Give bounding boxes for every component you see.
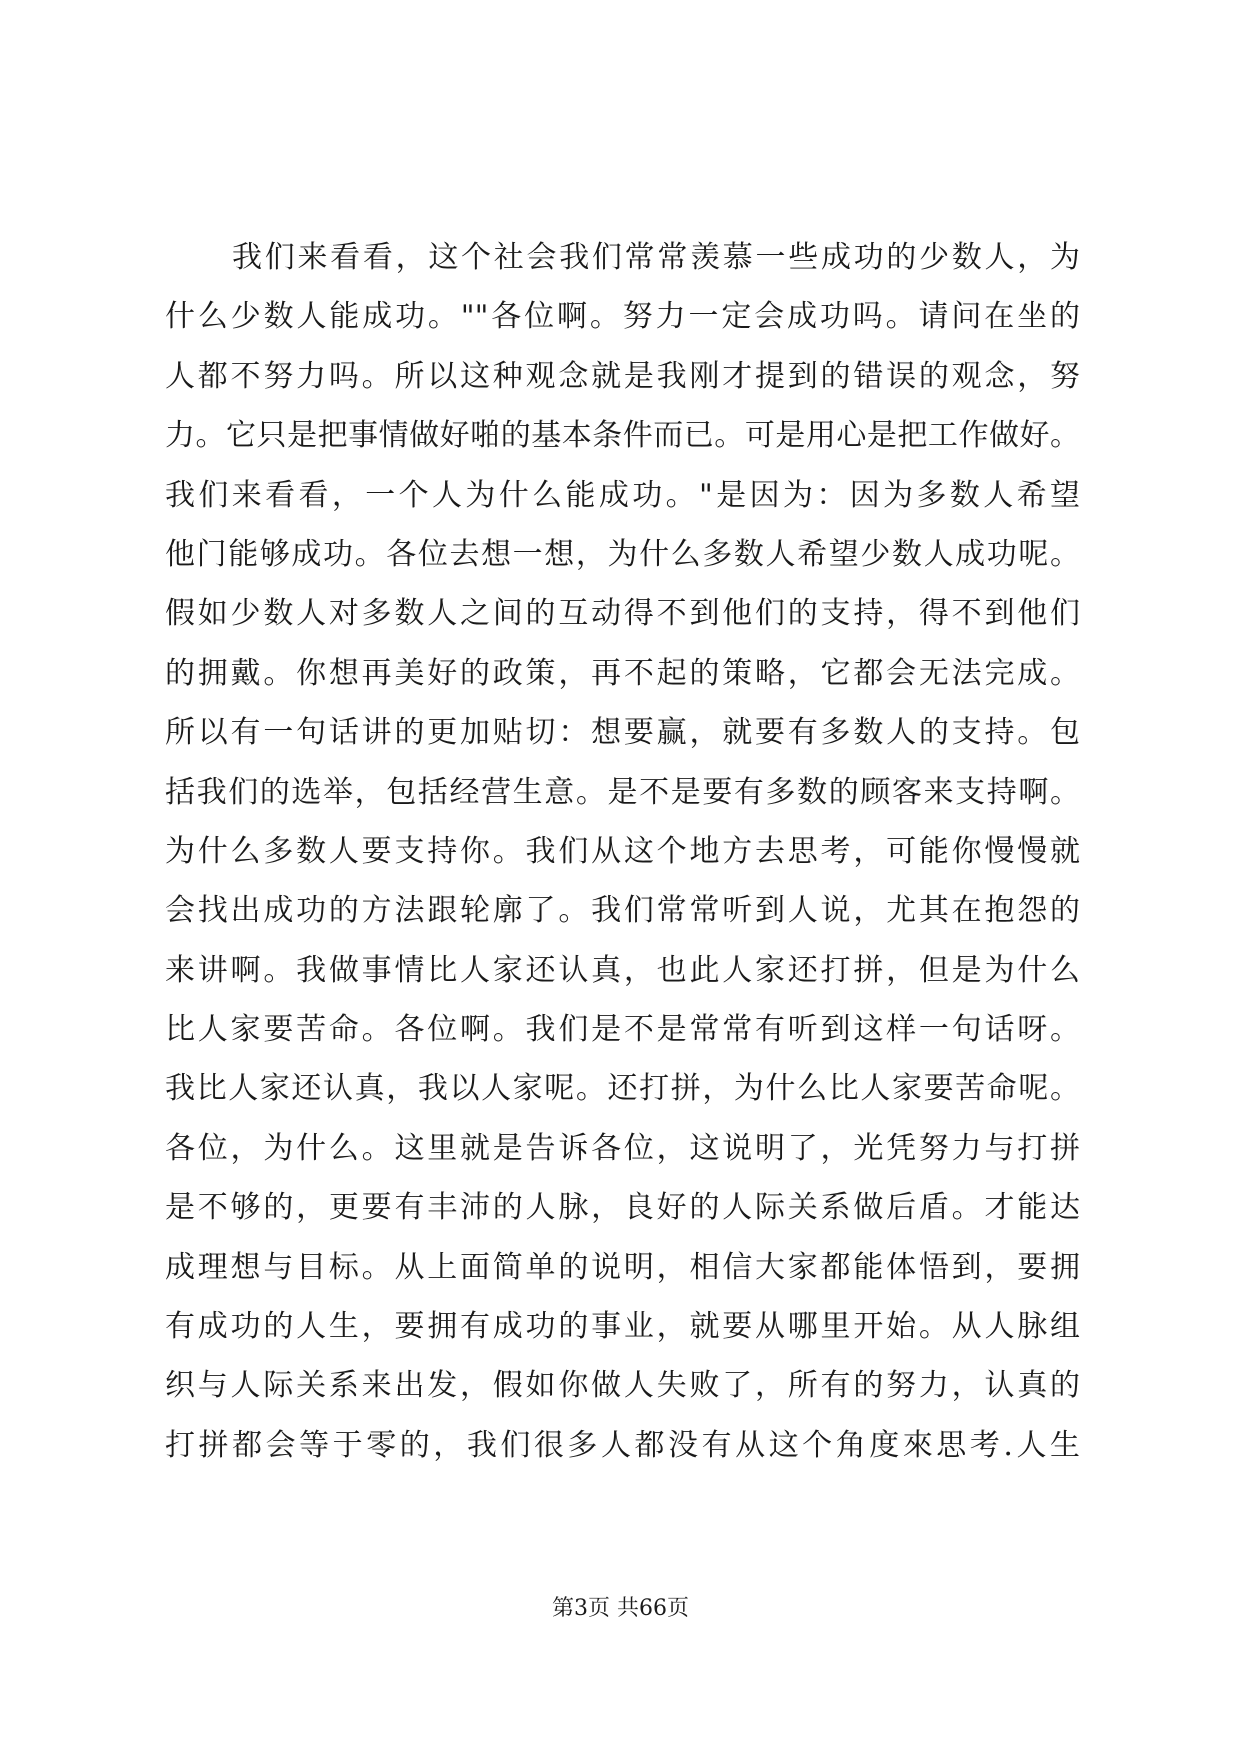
text-line: 来讲啊。我做事情比人家还认真，也此人家还打拼，但是为什么 <box>165 952 1080 988</box>
text-line: 打拼都会等于零的，我们很多人都没有从这个角度來思考.人生 <box>165 1427 1080 1463</box>
text-line: 会找出成功的方法跟轮廓了。我们常常听到人说，尤其在抱怨的 <box>165 893 1080 929</box>
text-line: 假如少数人对多数人之间的互动得不到他们的支持，得不到他们 <box>165 596 1080 632</box>
text-line: 我们来看看，一个人为什么能成功。"是因为：因为多数人希望 <box>165 477 1080 513</box>
text-line: 他门能够成功。各位去想一想，为什么多数人希望少数人成功呢。 <box>165 536 1080 572</box>
text-line: 有成功的人生，要拥有成功的事业，就要从哪里开始。从人脉组 <box>165 1309 1080 1345</box>
text-line: 什么少数人能成功。""各位啊。努力一定会成功吗。请问在坐的 <box>165 299 1080 335</box>
text-line: 各位，为什么。这里就是告诉各位，这说明了，光凭努力与打拼 <box>165 1130 1080 1166</box>
text-line: 织与人际关系来出发，假如你做人失败了，所有的努力，认真的 <box>165 1368 1080 1404</box>
page-number-footer: 第3页 共66页 <box>552 1596 689 1621</box>
text-line: 括我们的选举，包括经营生意。是不是要有多数的顾客来支持啊。 <box>165 774 1080 810</box>
text-line: 人都不努力吗。所以这种观念就是我刚才提到的错误的观念，努 <box>165 358 1080 394</box>
body-paragraph <box>165 228 1080 1475</box>
text-line: 的拥戴。你想再美好的政策，再不起的策略，它都会无法完成。 <box>165 655 1080 691</box>
text-line: 我比人家还认真，我以人家呢。还打拼，为什么比人家要苦命呢。 <box>165 1071 1080 1107</box>
text-line: 为什么多数人要支持你。我们从这个地方去思考，可能你慢慢就 <box>165 833 1080 869</box>
text-line: 成理想与目标。从上面简单的说明，相信大家都能体悟到，要拥 <box>165 1249 1080 1285</box>
text-line: 力。它只是把事情做好啪的基本条件而已。可是用心是把工作做好。 <box>165 418 1080 454</box>
text-line: 比人家要苦命。各位啊。我们是不是常常有听到这样一句话呀。 <box>165 1012 1080 1048</box>
text-line: 所以有一句话讲的更加贴切：想要赢，就要有多数人的支持。包 <box>165 715 1080 751</box>
text-line: 是不够的，更要有丰沛的人脉，良好的人际关系做后盾。才能达 <box>165 1190 1080 1226</box>
text-line: 我们来看看，这个社会我们常常羡慕一些成功的少数人，为 <box>232 240 1080 275</box>
